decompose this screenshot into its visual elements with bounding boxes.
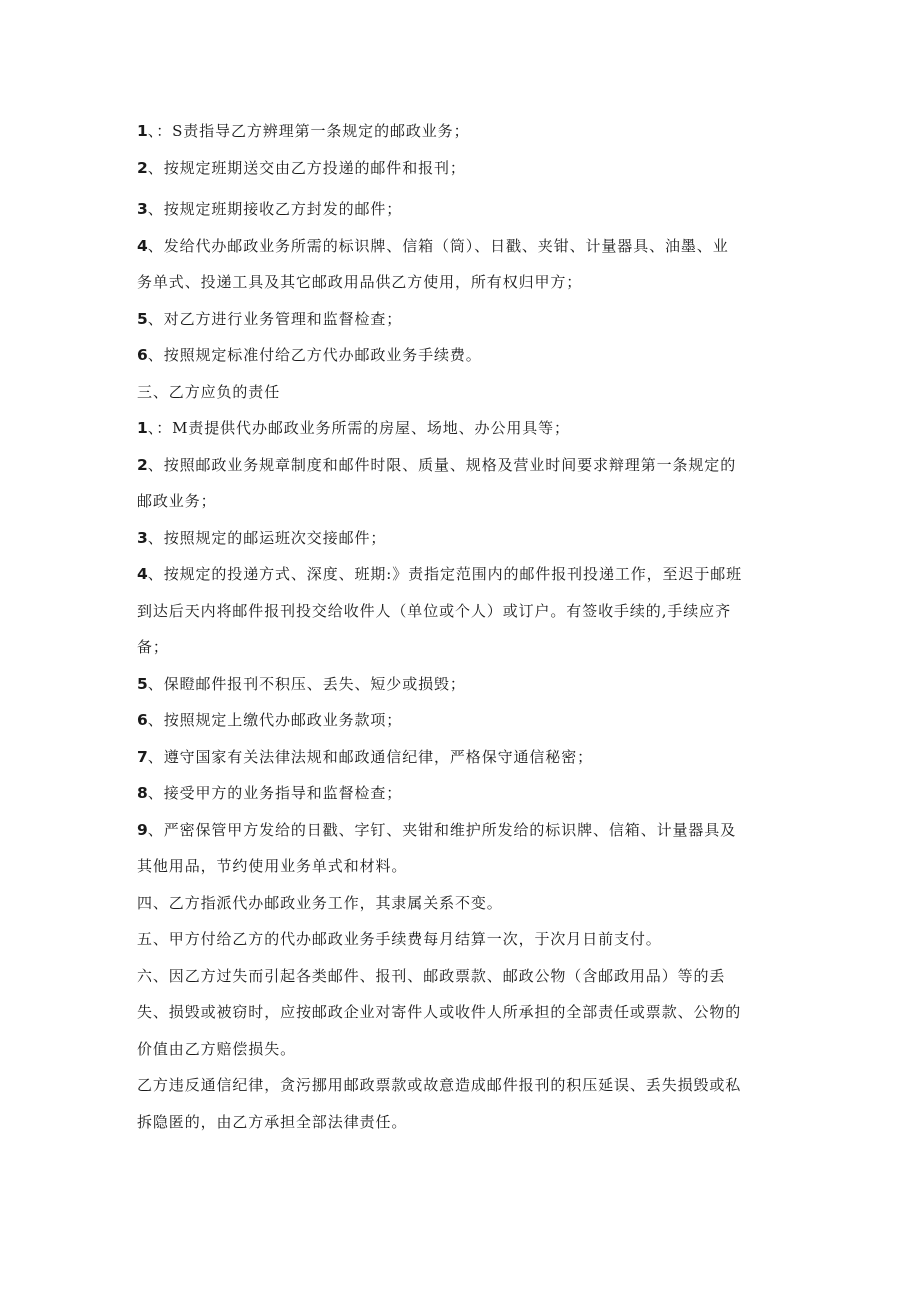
line-text: 乙方违反通信纪律，贪污挪用邮政票款或故意造成邮件报刊的积压延误、丢失损毁或私 [137, 1076, 742, 1094]
item-number: 9 [137, 820, 148, 839]
line-text: 、严密保管甲方发给的日戳、字钉、夹钳和维护所发给的标识牌、信箱、计量器具及 [147, 820, 737, 839]
text-line [137, 1104, 787, 1141]
text-line [137, 1031, 787, 1068]
item-number: 7 [137, 747, 148, 766]
line-text: 、按规定班期接收乙方封发的邮件； [147, 200, 403, 218]
text-line [137, 1067, 787, 1104]
line-text: 、按规定班期送交由乙方投递的邮件和报刊； [147, 158, 466, 177]
text-line [137, 191, 787, 228]
line-text: 其他用品，节约使用业务单式和材料。 [137, 857, 408, 875]
line-text: 、保瞪邮件报刊不积压、丢失、短少或损毁； [147, 674, 466, 693]
text-line [137, 593, 787, 630]
line-text: 到达后天内将邮件报刊投交给收件人（单位或个人）或订户。有签收手续的,手续应齐 [137, 601, 731, 620]
text-line [137, 848, 787, 885]
line-text: 四、乙方指派代办邮政业务工作，其隶属关系不变。 [137, 893, 503, 912]
line-text: 、：M责提供代办邮政业务所需的房屋、场地、办公用具等； [147, 419, 570, 437]
line-text: 、按照规定上缴代办邮政业务款项； [147, 711, 403, 729]
line-text: 三、乙方应负的责任 [137, 382, 281, 401]
item-number: 6 [137, 346, 148, 364]
item-number: 6 [137, 711, 148, 729]
line-text: 、对乙方进行业务管理和监督检查； [147, 309, 403, 328]
text-line [137, 885, 787, 922]
line-text: 六、因乙方过失而引起各类邮件、报刊、邮政票款、邮政公物（含邮政用品）等的丢 [137, 966, 726, 985]
line-text: 价值由乙方赔偿损失。 [137, 1039, 297, 1058]
text-line [137, 150, 787, 187]
text-line [137, 410, 787, 447]
item-number: 3 [137, 528, 148, 547]
text-line [137, 113, 787, 150]
item-number: 3 [137, 200, 148, 218]
text-line [137, 556, 787, 593]
document-body [137, 113, 787, 1140]
text-line [137, 374, 787, 411]
text-line [137, 520, 787, 557]
line-text: 、：S责指导乙方辨理第一条规定的邮政业务； [147, 122, 470, 140]
line-text: 邮政业务； [137, 492, 217, 510]
line-text: 失、损毁或被窃时，应按邮政企业对寄件人或收件人所承担的全部责任或票款、公物的 [137, 1003, 742, 1021]
line-text: 务单式、投递工具及其它邮政用品供乙方使用，所有权归甲方； [137, 273, 583, 291]
text-line [137, 921, 787, 958]
line-text: 、按照邮政业务规章制度和邮件时限、质量、规格及营业时间要求辩理第一条规定的 [147, 455, 737, 474]
text-line [137, 483, 787, 520]
text-line [137, 958, 787, 995]
item-number: 1 [137, 122, 148, 140]
line-text: 备； [137, 638, 169, 656]
text-line [137, 337, 787, 374]
text-line [137, 812, 787, 849]
line-text: 、遵守国家有关法律法规和邮政通信纪律，严格保守通信秘密； [147, 747, 593, 766]
line-text: 、发给代办邮政业务所需的标识牌、信箱（筒）、日戳、夹钳、计量器具、油墨、业 [147, 236, 729, 255]
item-number: 4 [137, 565, 148, 583]
text-line [137, 264, 787, 301]
item-number: 8 [137, 784, 148, 802]
text-line [137, 228, 787, 265]
text-line [137, 775, 787, 812]
line-text: 、按照规定标准付给乙方代办邮政业务手续费。 [147, 346, 482, 364]
item-number: 2 [137, 455, 148, 474]
line-text: 、接受甲方的业务指导和监督检查； [147, 784, 403, 802]
item-number: 5 [137, 674, 148, 693]
text-line [137, 666, 787, 703]
text-line [137, 447, 787, 484]
item-number: 1 [137, 419, 148, 437]
text-line [137, 702, 787, 739]
item-number: 5 [137, 309, 148, 328]
item-number: 2 [137, 158, 148, 177]
line-text: 五、甲方付给乙方的代办邮政业务手续费每月结算一次，于次月日前支付。 [137, 930, 662, 948]
text-line [137, 629, 787, 666]
item-number: 4 [137, 236, 148, 255]
line-text: 拆隐匿的，由乙方承担全部法律责任。 [137, 1112, 408, 1131]
text-line [137, 994, 787, 1031]
text-line [137, 301, 787, 338]
text-line [137, 739, 787, 776]
line-text: 、按规定的投递方式、深度、班期:》责指定范围内的邮件报刊投递工作，至迟于邮班 [147, 565, 743, 583]
line-text: 、按照规定的邮运班次交接邮件； [147, 528, 387, 547]
